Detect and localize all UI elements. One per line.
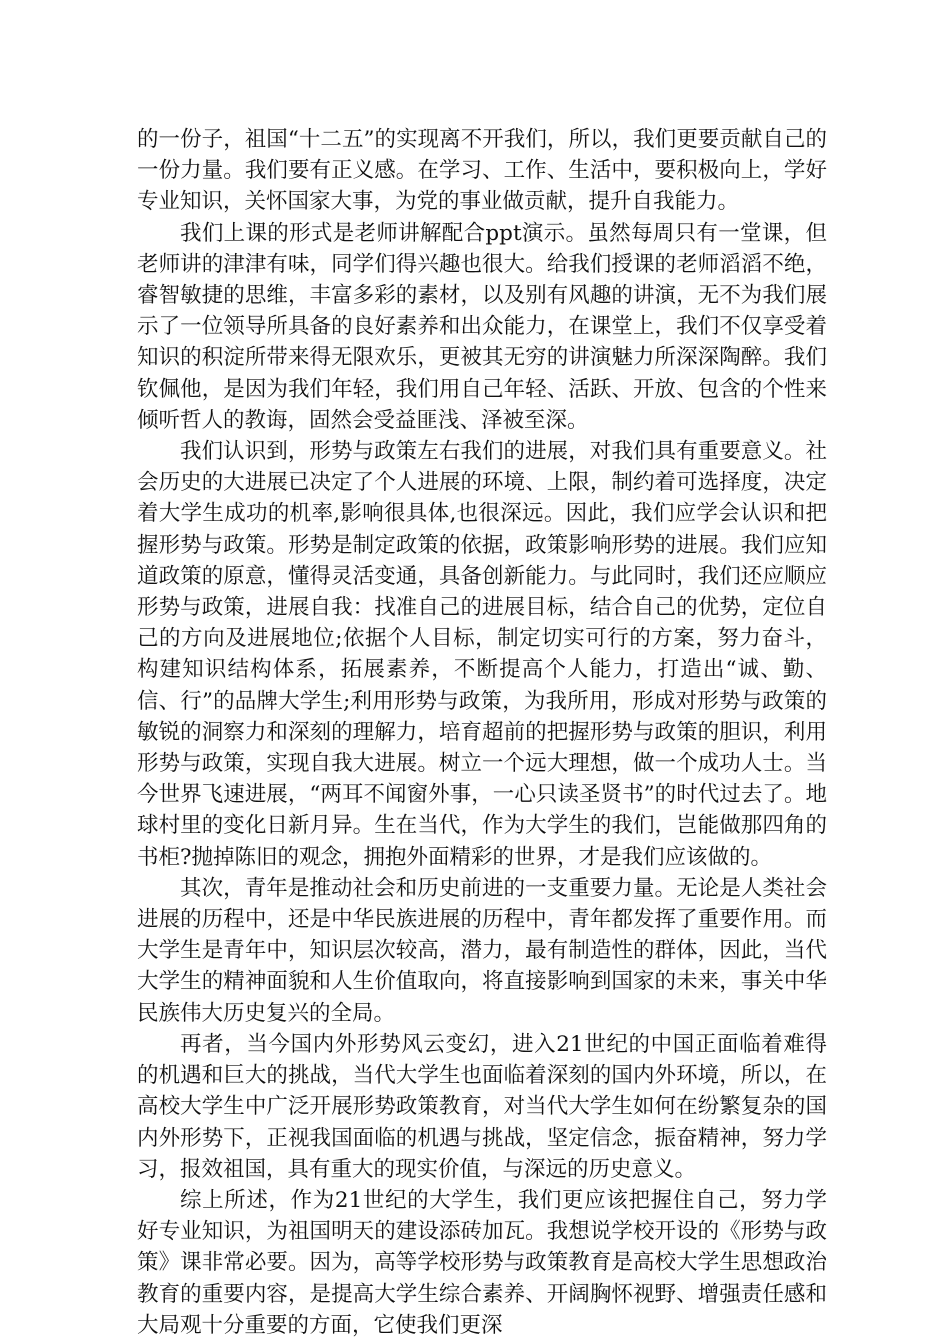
paragraph-2: 我们上课的形式是老师讲解配合ppt演示。虽然每周只有一堂课，但老师讲的津津有味，同学们得兴趣也很大。给我们授课的老师滔滔不绝，睿智敏捷的思维，丰富多彩的素材，以及别有风趣的讲演，无不为我们展示了一位领导所具备的良好素养和出众能力，在课堂上，我们不仅享受着知识的积淀所带来得无限欢乐，更被其无穷的讲演魅力所深深陶醉。我们钦佩他，是因为我们年轻，我们用自己年轻、活跃、开放、包含的个性来倾听哲人的教诲，固然会受益匪浅、泽被至深。 — [137, 220, 827, 433]
paragraph-6: 综上所述，作为21世纪的大学生，我们更应该把握住自己，努力学好专业知识，为祖国明天的建设添砖加瓦。我想说学校开设的《形势与政策》课非常必要。因为，高等学校形势与政策教育是高校大学生思想政治教育的重要内容，是提高大学生综合素养、开阔胸怀视野、增强责任感和大局观十分重要的方面，它使我们更深 — [137, 1187, 827, 1338]
body-text — [137, 124, 827, 1341]
paragraph-1: 的一份子，祖国“十二五”的实现离不开我们，所以，我们更要贡献自己的一份力量。我们要有正义感。在学习、工作、生活中，要积极向上，学好专业知识，关怀国家大事，为党的事业做贡献，提升自我能力。 — [137, 127, 827, 215]
paragraph-4: 其次，青年是推动社会和历史前进的一支重要力量。无论是人类社会进展的历程中，还是中华民族进展的历程中，青年都发挥了重要作用。而大学生是青年中，知识层次较高，潜力，最有制造性的群体，因此，当代大学生的精神面貌和人生价值取向，将直接影响到国家的未来，事关中华民族伟大历史复兴的全局。 — [137, 875, 827, 1026]
paragraph-5: 再者，当今国内外形势风云变幻，进入21世纪的中国正面临着难得的机遇和巨大的挑战，当代大学生也面临着深刻的国内外环境，所以，在高校大学生中广泛开展形势政策教育，对当代大学生如何在纷繁复杂的国内外形势下，正视我国面临的机遇与挑战，坚定信念，振奋精神，努力学习，报效祖国，具有重大的现实价值，与深远的历史意义。 — [137, 1031, 827, 1182]
paragraph-3: 我们认识到，形势与政策左右我们的进展，对我们具有重要意义。社会历史的大进展已决定了个人进展的环境、上限，制约着可选择度，决定着大学生成功的机率,影响很具体,也很深远。因此，我们应学会认识和把握形势与政策。形势是制定政策的依据，政策影响形势的进展。我们应知道政策的原意，懂得灵活变通，具备创新能力。与此同时，我们还应顺应形势与政策，进展自我：找准自己的进展目标，结合自己的优势，定位自己的方向及进展地位;依据个人目标，制定切实可行的方案，努力奋斗，构建知识结构体系，拓展素养，不断提高个人能力，打造出“诚、勤、信、行”的品牌大学生;利用形势与政策，为我所用，形成对形势与政策的敏锐的洞察力和深刻的理解力，培育超前的把握形势与政策的胆识，利用形势与政策，实现自我大进展。树立一个远大理想，做一个成功人士。当今世界飞速进展，“两耳不闻窗外事，一心只读圣贤书”的时代过去了。地球村里的变化日新月异。生在当代，作为大学生的我们，岂能做那四角的书柜?抛掉陈旧的观念，拥抱外面精彩的世界，才是我们应该做的。 — [137, 439, 827, 870]
